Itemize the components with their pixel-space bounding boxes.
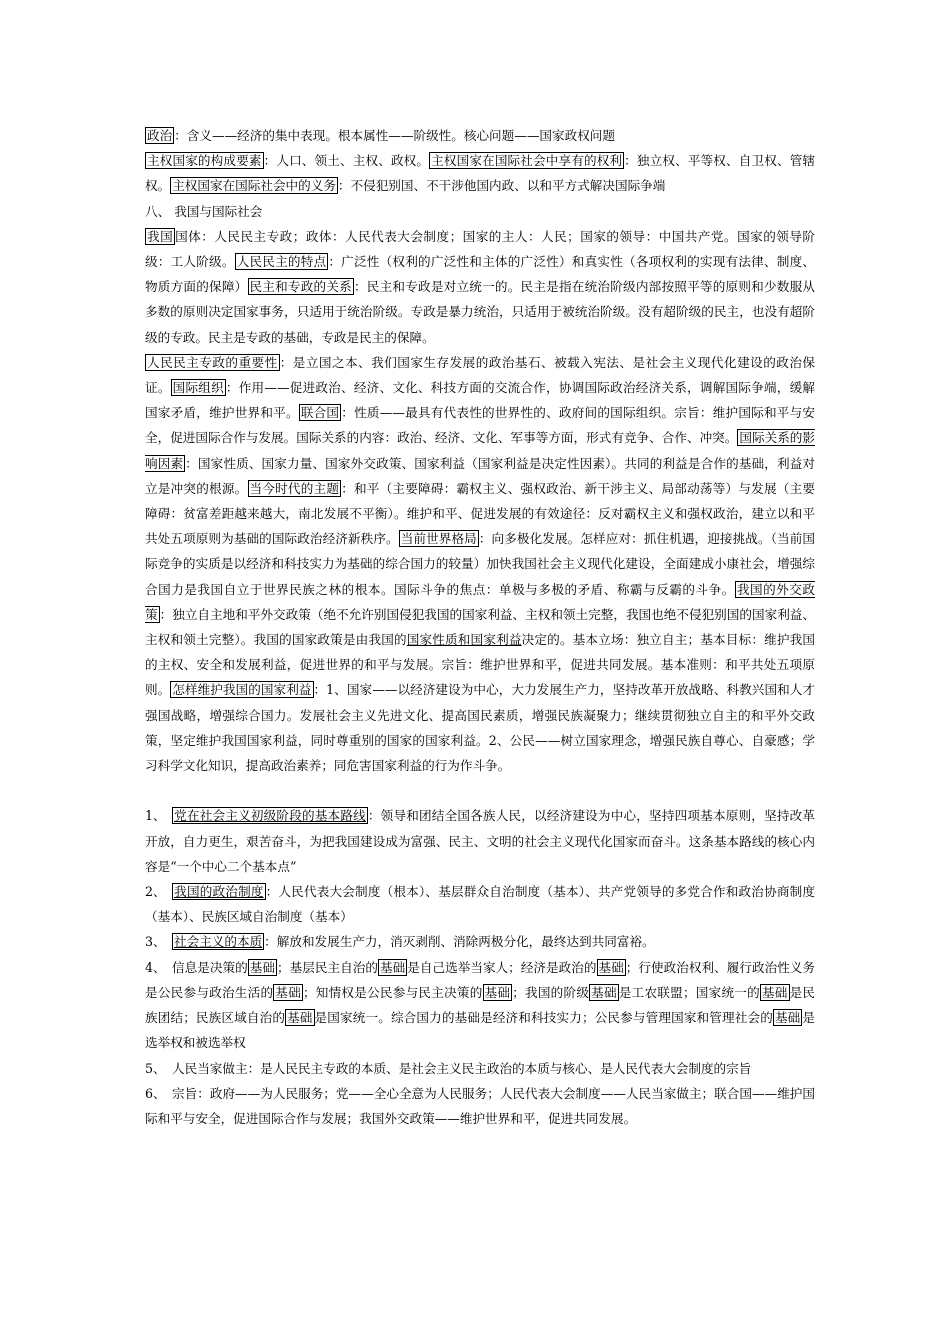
paragraph-international bbox=[145, 350, 815, 778]
boxed-term: 联合国 bbox=[300, 405, 340, 421]
text-run: 国体：人民民主专政；政体：人民代表大会制度；国家的主人：人民；国家的领导：中国共产党。国家的领导阶级：工人阶级。 bbox=[145, 228, 816, 270]
text-run: ：独立权、平等权、自卫权、管辖权。 bbox=[145, 153, 816, 194]
numbered-list bbox=[145, 803, 815, 1131]
text-run: ：和平（主要障碍：霸权主义、强权政治、新干涉主义、局部动荡等）与发展（主要障碍：贫富差距越来越大，南北发展不平衡）。维护和平、促进发展的有效途径：反对霸权主义和强权政治，建立以和平共处五项原则为基础的国际政治经济新秩序。 bbox=[145, 480, 816, 547]
text-run: ：国家性质、国家力量、国家外交政策、国家利益（国家利益是决定性因素）。共同的利益是合作的基础，利益对立是冲突的根源。 bbox=[145, 455, 816, 496]
paragraph-politics bbox=[145, 123, 815, 148]
list-item bbox=[145, 1081, 815, 1131]
text-run: 信息是决策的 bbox=[172, 959, 248, 975]
text-run: ：广泛性（权利的广泛性和主体的广泛性）和真实性（各项权利的实现有法律、制度、物质方面的保障） bbox=[145, 254, 816, 295]
boxed-term: 基础 bbox=[591, 984, 617, 1000]
list-number: 3、 bbox=[145, 934, 166, 950]
list-item bbox=[145, 879, 815, 929]
text-run: 八、 我国与国际社会 bbox=[145, 203, 263, 219]
text-run: ：作用——促进政治、经济、文化、科技方面的交流合作，协调国际政治经济关系，调解国际争端，缓解国家矛盾，维护世界和平。 bbox=[145, 380, 816, 421]
text-run: ；我国的阶级 bbox=[512, 984, 590, 1000]
boxed-term: 基础 bbox=[598, 959, 624, 975]
list-item bbox=[145, 955, 815, 1056]
text-run: ：民主和专政是对立统一的。民主是指在统治阶级内部按照平等的原则和少数服从多数的原则决定国家事务，只适用于统治阶级。专政是暴力统治，只适用于被统治阶级。没有超阶级的民主，也没有超阶级的专政。民主是专政的基础，专政是民主的保障。 bbox=[145, 279, 816, 345]
text-run: ：不侵犯别国、不干涉他国内政、以和平方式解决国际争端 bbox=[337, 178, 666, 194]
list-number: 4、 bbox=[145, 959, 166, 975]
blank-line bbox=[145, 778, 815, 803]
underlined-term: 国家性质和国家利益 bbox=[406, 632, 522, 648]
list-item bbox=[145, 1056, 815, 1081]
text-run: 是民族团结；民族区域自治的 bbox=[145, 984, 815, 1026]
boxed-term: 基础 bbox=[275, 984, 301, 1000]
boxed-term: 主权国家在国际社会中享有的权利 bbox=[431, 153, 623, 169]
boxed-term: 我国的外交政策 bbox=[145, 581, 816, 622]
boxed-term: 人民民主专政的重要性 bbox=[147, 354, 278, 370]
boxed-term: 国际组织 bbox=[172, 380, 224, 396]
boxed-term: 基础 bbox=[761, 984, 788, 1000]
text-run: ：1、国家——以经济建设为中心，大力发展生产力，坚持改革开放战略、科教兴国和人才强国战略，增强综合国力。发展社会主义先进文化、提高国民素质，增强民族凝聚力；继续贯彻独立自主的和平外交政策，坚定维护我国国家利益，同时尊重别的国家的国家利益。2、公民——树立国家理念，增强民族自尊心、自豪感；学习科学文化知识，提高政治素养；同危害国家利益的行为作斗争。 bbox=[145, 682, 816, 774]
boxed-term: 基础 bbox=[287, 1010, 313, 1026]
text-run: ：解放和发展生产力，消灭剥削、消除两极分化，最终达到共同富裕。 bbox=[264, 934, 655, 950]
text-run: ；行使政治权利、履行政治性义务是公民参与政治生活的 bbox=[145, 959, 816, 1000]
boxed-term: 基础 bbox=[379, 959, 406, 975]
boxed-term: 社会主义的本质 bbox=[174, 934, 263, 950]
text-run: ：是立国之本、我们国家生存发展的政治基石、被载入宪法、是社会主义现代化建设的政治保证。 bbox=[145, 354, 816, 396]
boxed-term: 怎样维护我国的国家利益 bbox=[172, 682, 312, 698]
paragraph-sovereign-state bbox=[145, 148, 815, 198]
text-run: 是选举权和被选举权 bbox=[145, 1010, 816, 1051]
boxed-term: 基础 bbox=[249, 959, 275, 975]
text-run: ：独立自主地和平外交政策（绝不允许别国侵犯我国的国家利益、主权和领土完整，我国也绝不侵犯别国的国家利益、主权和领土完整）。我国的国家政策是由我国的 bbox=[145, 606, 816, 648]
boxed-term: 我国 bbox=[147, 228, 174, 244]
text-run: 决定的。基本立场：独立自主；基本目标：维护我国的主权、安全和发展利益，促进世界的和平与发展。宗旨：维护世界和平，促进共同发展。基本准则：和平共处五项原则。 bbox=[145, 632, 816, 698]
section-heading bbox=[145, 199, 815, 224]
list-item bbox=[145, 803, 815, 879]
boxed-term: 党在社会主义初级阶段的基本路线 bbox=[174, 808, 366, 824]
text-run: ：性质——最具有代表性的世界性的、政府间的国际组织。宗旨：维护国际和平与安全，促进国际合作与发展。国际关系的内容：政治、经济、文化、军事等方面，形式有竞争、合作、冲突。 bbox=[145, 405, 816, 446]
boxed-term: 基础 bbox=[774, 1010, 801, 1026]
list-number: 6、 bbox=[145, 1085, 166, 1101]
text-run: 宗旨：政府——为人民服务；党——全心全意为人民服务；人民代表大会制度——人民当家做主；联合国——维护国际和平与安全，促进国际合作与发展；我国外交政策——维护世界和平，促进共同发展。 bbox=[145, 1085, 815, 1126]
text-run: ；基层民主自治的 bbox=[277, 959, 378, 975]
boxed-term: 主权国家的构成要素 bbox=[147, 153, 262, 169]
text-run: ：向多极化发展。怎样应对：抓住机遇，迎接挑战。（当前国际竞争的实质是以经济和科技实力为基础的综合国力的较量）加快我国社会主义现代化建设，全面建成小康社会，增强综合国力是我国自立于世界民族之林的根本。国际斗争的焦点：单极与多极的矛盾、称霸与反霸的斗争。 bbox=[145, 531, 816, 597]
boxed-term: 政治 bbox=[147, 128, 173, 143]
text-run: 是工农联盟；国家统一的 bbox=[618, 984, 760, 1000]
list-number: 2、 bbox=[145, 884, 166, 900]
text-run: ；知情权是公民参与民主决策的 bbox=[302, 984, 483, 1000]
text-run: 是国家统一。综合国力的基础是经济和科技实力；公民参与管理国家和管理社会的 bbox=[314, 1010, 773, 1026]
list-number: 5、 bbox=[145, 1060, 166, 1076]
boxed-term: 当前世界格局 bbox=[400, 531, 477, 547]
text-run: 人民当家做主：是人民民主专政的本质、是社会主义民主政治的本质与核心、是人民代表大会制度的宗旨 bbox=[172, 1060, 752, 1076]
paragraph-state-system bbox=[145, 224, 815, 350]
boxed-term: 国际关系的影响因素 bbox=[145, 430, 816, 471]
boxed-term: 当今时代的主题 bbox=[249, 480, 340, 496]
list-number: 1、 bbox=[145, 808, 166, 824]
boxed-term: 我国的政治制度 bbox=[174, 884, 264, 900]
text-run: ：含义——经济的集中表现。根本属性——阶级性。核心问题——国家政权问题 bbox=[174, 128, 615, 143]
boxed-term: 民主和专政的关系 bbox=[249, 279, 352, 295]
text-run: ：领导和团结全国各族人民，以经济建设为中心，坚持四项基本原则，坚持改革开放，自力更生，艰苦奋斗，为把我国建设成为富强、民主、文明的社会主义现代化国家而奋斗。这条基本路线的核心内容是“一个中心二个基本点” bbox=[145, 808, 816, 874]
boxed-term: 人民民主的特点 bbox=[236, 254, 327, 270]
boxed-term: 主权国家在国际社会中的义务 bbox=[172, 178, 336, 194]
list-item bbox=[145, 929, 815, 954]
document-page bbox=[145, 123, 815, 1131]
text-run: ：人口、领土、主权、政权。 bbox=[263, 153, 430, 169]
boxed-term: 基础 bbox=[484, 984, 511, 1000]
text-run: ：人民代表大会制度（根本）、基层群众自治制度（基本）、共产党领导的多党合作和政治协商制度（基本）、民族区域自治制度（基本） bbox=[145, 884, 816, 925]
text-run: 是自己选举当家人；经济是政治的 bbox=[407, 959, 597, 975]
